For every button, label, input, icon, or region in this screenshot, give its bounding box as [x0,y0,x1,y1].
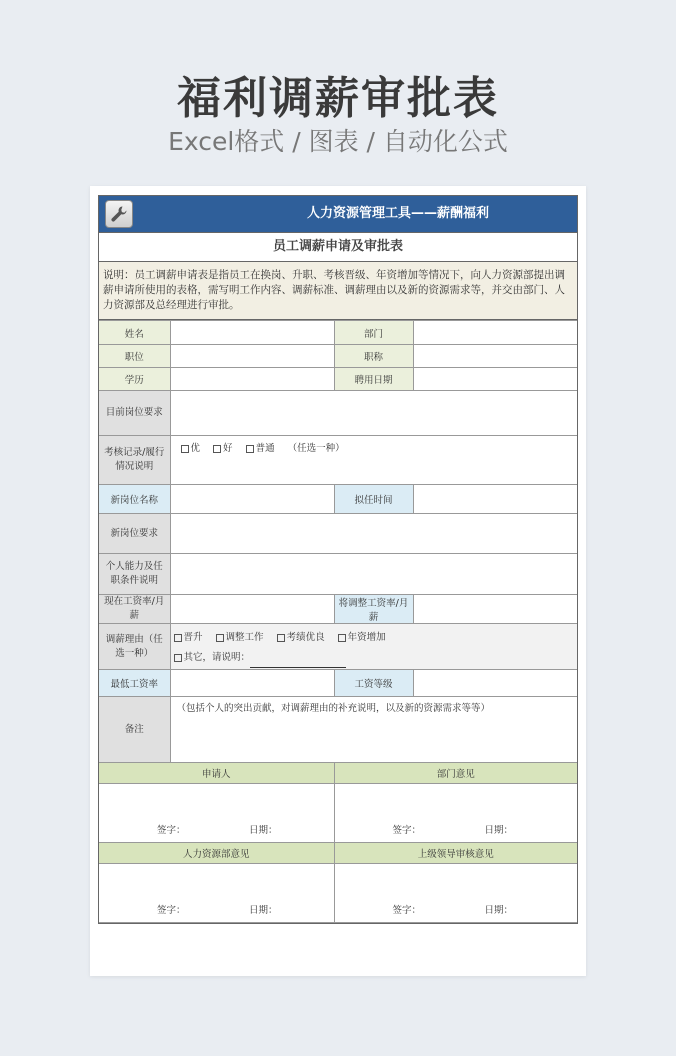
label-name: 姓名 [99,321,170,345]
date-label: 日期： [484,825,514,836]
applicant-signature-cell[interactable] [99,784,334,843]
sign-label: 签字： [392,825,422,836]
hire-date-cell[interactable] [413,368,577,391]
date-label: 日期： [249,825,278,836]
min-rate-cell[interactable] [170,670,334,697]
checkbox-icon [174,634,182,642]
education-cell[interactable] [170,368,334,391]
current-salary-cell[interactable] [170,595,334,624]
title-cell[interactable] [413,345,577,368]
new-salary-cell[interactable] [413,595,577,624]
tool-header-title: 人力资源管理工具——薪酬福利 [306,206,489,221]
date-label: 日期： [249,905,278,916]
label-department: 部门 [334,321,413,345]
grade-cell[interactable] [413,670,577,697]
form-table [99,320,577,923]
label-ability: 个人能力及任职条件说明 [99,554,170,595]
reason-option[interactable]: 晋升 [174,628,203,648]
label-remarks: 备注 [99,697,170,763]
page-subtitle: Excel格式 / 图表 / 自动化公式 [168,127,508,156]
label-new-position: 新岗位名称 [99,485,170,514]
planned-time-cell[interactable] [413,485,577,514]
reason-option[interactable]: 考绩优良 [277,628,325,648]
current-requirements-cell[interactable] [170,391,577,436]
reason-cell [170,624,577,670]
position-cell[interactable] [170,345,334,368]
ability-cell[interactable] [170,554,577,595]
reason-option[interactable]: 年资增加 [338,628,386,648]
applicant-header: 申请人 [99,763,334,784]
hr-signature-cell[interactable] [99,864,334,923]
hr-opinion-header: 人力资源部意见 [99,843,334,864]
reason-other-option[interactable]: 其它，请说明： [174,648,575,668]
sign-label: 签字： [157,905,186,916]
label-education: 学历 [99,368,170,391]
label-grade: 工资等级 [334,670,413,697]
label-title: 职称 [334,345,413,368]
sign-label: 签字： [157,825,186,836]
checkbox-icon [216,634,224,642]
appraisal-option[interactable]: 好 [213,440,233,454]
reason-option[interactable]: 调整工作 [216,628,264,648]
label-planned-time: 拟任时间 [334,485,413,514]
new-requirements-cell[interactable] [170,514,577,554]
appraisal-cell [170,436,577,485]
checkbox-icon [181,445,189,453]
document-preview [90,186,586,976]
sign-label: 签字： [392,905,422,916]
remarks-hint: （包括个人的突出贡献，对调薪理由的补充说明，以及新的资源需求等等） [176,703,491,714]
label-current-salary: 现在工资率/月薪 [99,595,170,624]
checkbox-icon [174,654,182,662]
reason-other-input[interactable] [250,658,346,668]
label-new-requirements: 新岗位要求 [99,514,170,554]
label-new-salary: 将调整工资率/月薪 [334,595,413,624]
appraisal-option[interactable]: 优 [181,440,201,454]
label-reason: 调薪理由（任选一种） [99,624,170,670]
label-current-requirements: 目前岗位要求 [99,391,170,436]
wrench-icon[interactable] [105,200,133,228]
dept-opinion-header: 部门意见 [334,763,577,784]
new-position-cell[interactable] [170,485,334,514]
label-position: 职位 [99,345,170,368]
department-cell[interactable] [413,321,577,345]
label-hire-date: 聘用日期 [334,368,413,391]
checkbox-icon [246,445,254,453]
date-label: 日期： [484,905,514,916]
form-notes: 说明：员工调薪申请表是指员工在换岗、升职、考核晋级、年资增加等情况下，向人力资源部提出调薪申请所使用的表格，需写明工作内容、调薪标准、调薪理由以及新的资源需求等，并交由部门、人力资源部及总经理进行审批。 [99,262,577,320]
appraisal-option[interactable]: 普通 [246,440,275,454]
spreadsheet-form [98,195,578,924]
superior-signature-cell[interactable] [334,864,577,923]
superior-opinion-header: 上级领导审核意见 [334,843,577,864]
remarks-cell[interactable] [170,697,577,763]
appraisal-hint: （任选一种） [287,443,345,454]
page-title: 福利调薪审批表 [177,73,499,124]
label-min-rate: 最低工资率 [99,670,170,697]
checkbox-icon [213,445,221,453]
checkbox-icon [338,634,346,642]
checkbox-icon [277,634,285,642]
tool-header-bar [99,196,577,233]
dept-signature-cell[interactable] [334,784,577,843]
label-appraisal: 考核记录/履行情况说明 [99,436,170,485]
name-cell[interactable] [170,321,334,345]
form-title: 员工调薪申请及审批表 [99,233,577,262]
